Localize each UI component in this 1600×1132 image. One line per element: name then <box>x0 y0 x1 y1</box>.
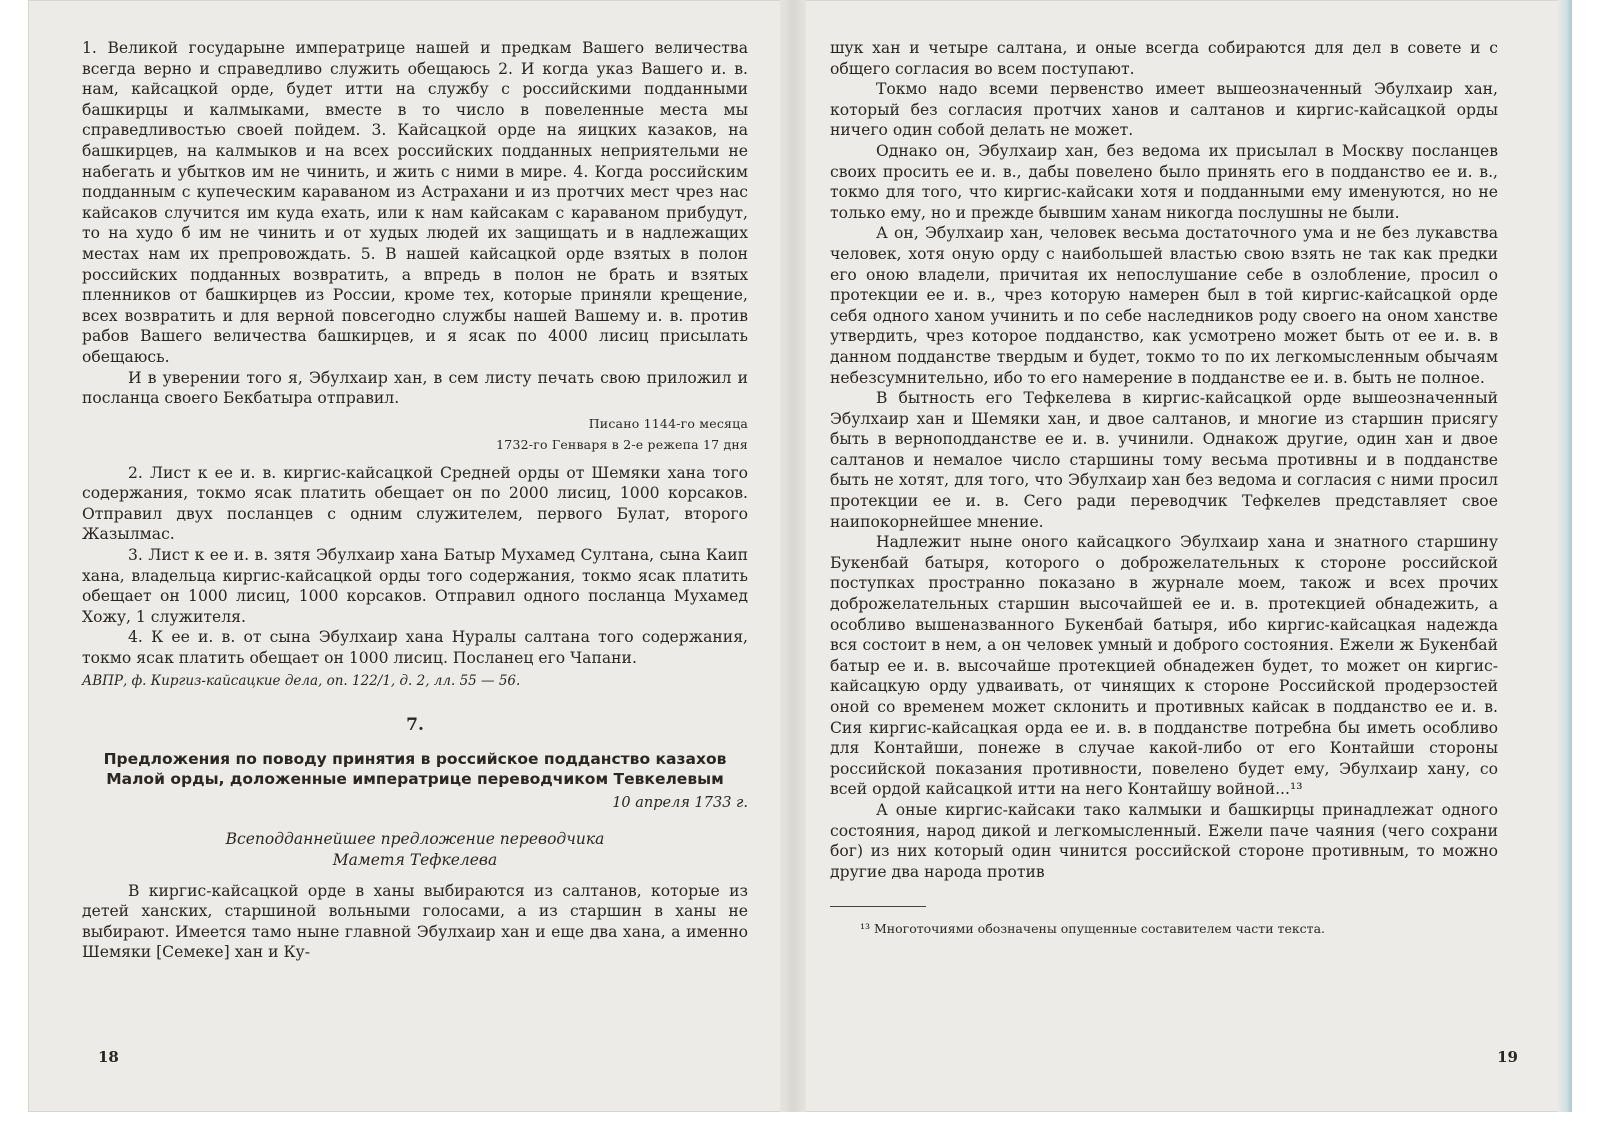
subtitle-line: Маметя Тефкелева <box>332 850 498 869</box>
paragraph: шук хан и четыре салтана, и оные всегда собираются для дел в совете и с общего согласия во всем поступают. <box>830 39 1498 78</box>
subtitle-line: Всеподданнейшее предложение переводчика <box>225 829 605 848</box>
paragraph: Надлежит ныне оного кайсацкого Эбулхаир хана и знатного старшину Букенбай батыря, которого о доброжелательных к стороне российской поступках пространно показано в журнале моем, також и всех прочих доброжелательных старшин высочайшей ее и. в. протекцией обнадежить, а особливо вышеназванного Букенбай батыря, ибо киргис-кайсацкая надежда вся состоит в нем, а он человек умный и доброго состояния. Ежели ж Букенбай батыр ее и. в. высочайше протекцией обнадежен будет, то может он киргис-кайсацкую орду удваивать, от чинящих к стороне Российской продерзостей оной со временем может склонить и противных кайсак в подданство ее и. в. Сия киргис-кайсацкая орда ее и. в. в подданстве потребна бы иметь особливо для Контайши, понеже в случае какой-либо от его Контайши стороны российской показания противности, повелено будет ему, Эбулхаир хану, со всей ордой кайсацкой итти на него Контайшу войной...¹³ <box>830 533 1498 799</box>
footnote-divider <box>830 906 926 907</box>
document-title: Предложения по поводу принятия в российское подданство казахов Малой орды, доложенные императрице переводчиком Тевкелевым <box>103 749 727 788</box>
document-subtitle <box>82 829 748 871</box>
left-text-block-2 <box>82 463 748 669</box>
paragraph: 1. Великой государыне императрице нашей и предкам Вашего величества всегда верно и справедливо служить обещаюсь 2. И когда указ Вашего и. в. нам, кайсацкой орде, будет итти на службу с российскими подданными башкирцы и калмыками, вместе в то число в повеленные места мы справедливостью своей пойдем. 3. Кайсацкой орде на яицких казаков, на башкирцев, на калмыков и на всех российских подданных неприятельми не набегать и убытков им не чинить, и жить с ними в мире. 4. Когда российским подданным с купеческим караваном из Астрахани и из протчих мест чрез нас кайсаков случится им куда ехать, или к нам кайсакам с караваном прибудут, то на худо б им не чинить и от худых людей их защищать и в надлежащих местах нам их препровождать. 5. В нашей кайсацкой орде взятых в полон российских подданных возвратить, а впредь в полон не брать и взятых пленников от башкирцев из России, кроме тех, которые приняли крещение, всех возвратить и для верной повсегодно службы нашей Вашему и. в. против рабов Вашего величества башкирцев, и я ясак по 4000 лисиц присылать обещаюсь. <box>82 39 748 366</box>
paragraph: И в уверении того я, Эбулхаир хан, в сем листу печать свою приложил и посланца своего Бекбатыра отправил. <box>82 368 748 408</box>
archive-source: АВПР, ф. Киргиз-кайсацкие дела, оп. 122/1, д. 2, лл. 55 — 56. <box>82 672 521 689</box>
paragraph: А оные киргис-кайсаки тако калмыки и башкирцы принадлежат одного состояния, народ дикой и легкомысленный. Ежели паче чаяния (чего сохрани бог) из них который один чинится российской стороне противным, то можно другие два народа против <box>830 800 1498 881</box>
left-text-block-1 <box>82 38 748 409</box>
right-text-block <box>830 38 1498 882</box>
paragraph: 2. Лист к ее и. в. киргис-кайсацкой Средней орды от Шемяки хана того содержания, токмо ясак платить обещает он по 2000 лисиц, 1000 корсаков. Отправил двух посланцев с одним служителем, первого Булат, второго Жазылмас. <box>82 463 748 544</box>
paragraph: 4. К ее и. в. от сына Эбулхаир хана Нуралы салтана того содержания, токмо ясак платить обещает он 1000 лисиц. Посланец его Чапани. <box>82 628 748 668</box>
book-spread <box>28 0 1572 1112</box>
footnote: ¹³ Многоточиями обозначены опущенные составителем части текста. <box>860 920 1325 936</box>
page-number: 19 <box>1497 1048 1518 1066</box>
date-line: 1732-го Генваря в 2-е режепа 17 дня <box>496 436 748 452</box>
paragraph: В киргис-кайсацкой орде в ханы выбираются из салтанов, которые из детей ханских, старшиной вольными голосами, а из старшин в ханы не выбирают. Имеется тамо ныне главной Эбулхаир хан и еще два хана, а именно Шемяки [Семеке] хан и Ку- <box>82 881 748 962</box>
left-text-block-3 <box>82 881 748 963</box>
page-number: 18 <box>98 1048 119 1066</box>
left-page <box>28 0 788 1112</box>
paragraph: Однако он, Эбулхаир хан, без ведома их присылал в Москву посланцев своих просить ее и. в., дабы повелено было принять его в подданство ее и. в., токмо для того, что киргис-кайсаки хотя и подданными ему именуются, но не только ему, но и прежде бывшим ханам никогда послушны не были. <box>830 141 1498 222</box>
document-number: 7. <box>406 714 424 735</box>
page-edge <box>1558 0 1572 1112</box>
right-page <box>798 0 1572 1112</box>
document-date: 10 апреля 1733 г. <box>612 794 748 811</box>
paragraph: Токмо надо всеми первенство имеет вышеозначенный Эбулхаир хан, который без согласия протчих ханов и салтанов и киргис-кайсацкой орды ничего один собой делать не может. <box>830 80 1498 140</box>
paragraph: 3. Лист к ее и. в. зятя Эбулхаир хана Батыр Мухамед Султана, сына Каип хана, владельца киргис-кайсацкой орды того содержания, токмо ясак платить обещает он 1000 лисиц, 1000 корсаков. Отправил одного посланца Мухамед Хожу, 1 служителя. <box>82 546 748 626</box>
date-line: Писано 1144-го месяца <box>588 415 748 431</box>
paragraph: В бытность его Тефкелева в киргис-кайсацкой орде вышеозначенный Эбулхаир хан и Шемяки хан, и двое салтанов, и многие из старшин присягу быть в верноподданстве ее и. в. учинили. Однакож другие, один хан и двое салтанов и немалое число старшины тому весьма противны и в подданстве быть не хотят, для того, что Эбулхаир хан без ведома и согласия с ними просил протекции ее и. в. Сего ради переводчик Тефкелев представляет свое наипокорнейшее мнение. <box>830 389 1498 531</box>
paragraph: А он, Эбулхаир хан, человек весьма достаточного ума и не без лукавства человек, хотя оную орду с наибольшей властью свою взять не так как предки его оною владели, причитая их непослушание себе в озлобление, просил о протекции ее и. в., чрез которую намерен был в той киргис-кайсацкой орде себя одного ханом учинить и по себе наследников роду своего на оном ханстве утвердить, чрез которое подданство, как усмотрено может быть от ее и. в. в данном подданстве твердым и будет, токмо то по их легкомысленным обычаям небезсумнительно, ибо то его намерение в подданстве ее и. в. быть не полное. <box>830 224 1498 387</box>
